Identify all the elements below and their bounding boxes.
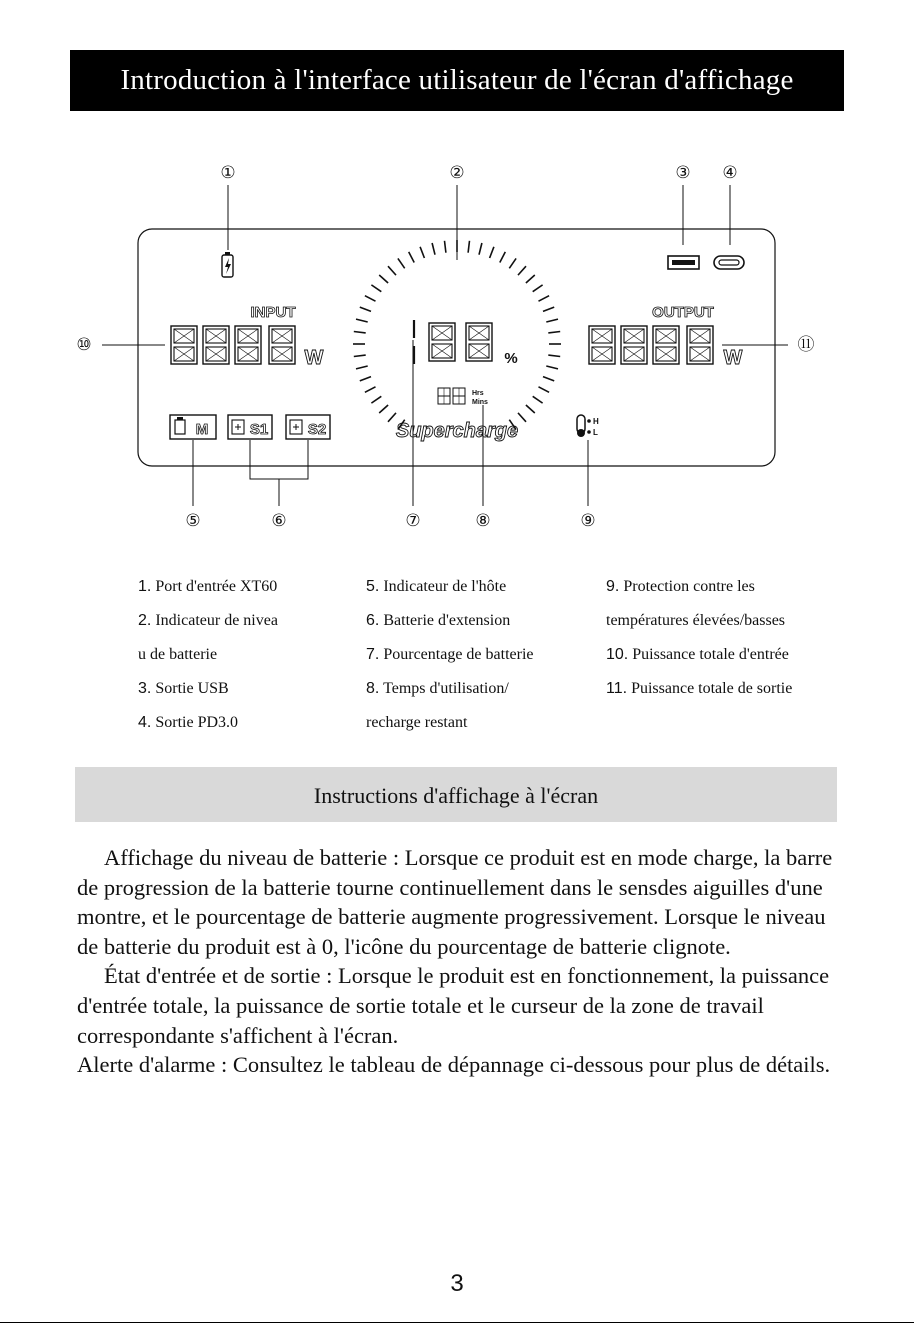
ring-tick (371, 285, 381, 292)
ring-tick (388, 266, 396, 275)
legend-item: 4. Sortie PD3.0 (138, 714, 239, 731)
legend-item: 11. Puissance totale de sortie (606, 680, 793, 697)
ring-tick (409, 252, 415, 263)
callout-4: ④ (722, 163, 738, 183)
ring-tick (398, 258, 405, 268)
input-watt-unit: W (304, 347, 324, 369)
remaining-time-digits (438, 388, 465, 404)
callout-10: ⑩ (76, 335, 92, 355)
ring-tick (548, 332, 560, 333)
ring-tick (490, 247, 494, 258)
ring-tick (543, 307, 554, 311)
ring-tick (533, 396, 543, 403)
legend-item: 9. Protection contre les (606, 578, 755, 595)
legend-column-3 (606, 570, 792, 706)
ring-tick (526, 275, 535, 283)
legend-item: 7. Pourcentage de batterie (366, 646, 534, 663)
callout-3: ③ (675, 163, 691, 183)
output-watt-unit: W (723, 347, 743, 369)
ring-tick (379, 275, 388, 283)
legend-item: 1. Port d'entrée XT60 (138, 578, 278, 595)
callout-11: ⑪ (797, 335, 815, 355)
callout-8: ⑧ (475, 511, 491, 531)
temp-high-label: H (593, 417, 599, 426)
ring-tick (420, 247, 424, 258)
ring-tick (445, 241, 446, 253)
section-heading: Instructions d'affichage à l'écran (75, 767, 837, 822)
output-label: OUTPUT (652, 304, 714, 321)
ring-tick (509, 258, 516, 268)
lcd-display-diagram (0, 150, 914, 540)
temp-low-label: L (593, 428, 598, 437)
thermometer-icon (577, 415, 591, 437)
legend-item: recharge restant (366, 714, 468, 731)
callout-5: ⑤ (185, 511, 201, 531)
legend-item: températures élevées/basses (606, 612, 786, 629)
ring-tick (500, 252, 506, 263)
callout-2: ② (449, 163, 465, 183)
ring-tick (360, 307, 371, 311)
callout-7: ⑦ (405, 511, 421, 531)
ext-s2-label: S2 (307, 421, 327, 438)
legend-item: 8. Temps d'utilisation/ (366, 680, 509, 697)
ring-tick (354, 355, 366, 356)
input-power-digits (171, 326, 295, 364)
leader-lines (102, 185, 788, 506)
brand-logo: Supercharge (395, 420, 519, 442)
legend-column-1 (138, 570, 278, 740)
usb-c-port-icon (714, 256, 744, 269)
callout-6: ⑥ (271, 511, 287, 531)
paragraph-battery-level: Affichage du niveau de batterie : Lorsque ce produit est en mode charge, la barre de progression de la batterie tourne continuellement dans le sensdes aiguilles d'une montre, et le pourcentage de batterie augmente progressivement. Lorsque le niveau de batterie du produit est à 0, l'icône du pourcentage de batterie clignote. (77, 845, 833, 959)
ring-tick (518, 266, 526, 275)
ring-tick (354, 332, 366, 333)
host-mode-label: M (195, 421, 209, 438)
ring-tick (539, 387, 550, 393)
ring-tick (479, 243, 482, 255)
legend-column-2 (366, 570, 534, 740)
ring-tick (365, 296, 376, 302)
page-number: 3 (450, 1270, 464, 1297)
usb-port-icon (668, 256, 699, 269)
ring-tick (526, 405, 535, 413)
ring-tick (379, 405, 388, 413)
bottom-rule (0, 1322, 914, 1323)
ring-tick (546, 366, 558, 369)
ring-tick (533, 285, 543, 292)
host-battery-icon (170, 415, 216, 439)
legend-item: 3. Sortie USB (138, 680, 229, 697)
percent-unit: % (504, 350, 518, 367)
ring-tick (539, 296, 550, 302)
page-title: Introduction à l'interface utilisateur de l'écran d'affichage (70, 50, 844, 111)
ring-tick (546, 319, 558, 322)
ring-tick (432, 243, 435, 255)
legend-item: u de batterie (138, 646, 218, 663)
mins-label: Mins (472, 399, 488, 406)
ring-tick (360, 377, 371, 381)
output-power-digits (589, 326, 713, 364)
paragraph-alarm: Alerte d'alarme : Consultez le tableau de dépannage ci-dessous pour plus de détails. (77, 1052, 831, 1078)
battery-percent-digits (414, 320, 492, 364)
legend-item: 2. Indicateur de nivea (138, 612, 278, 629)
input-label: INPUT (250, 304, 296, 321)
battery-charge-icon (222, 252, 233, 277)
ring-tick (548, 355, 560, 356)
legend-item: 5. Indicateur de l'hôte (366, 578, 507, 595)
ext-s1-label: S1 (249, 421, 269, 438)
callout-1: ① (220, 163, 236, 183)
ring-tick (468, 241, 469, 253)
hrs-label: Hrs (472, 390, 484, 397)
ring-tick (543, 377, 554, 381)
ring-tick (518, 413, 526, 422)
instructions-body (77, 843, 847, 1080)
legend-item: 10. Puissance totale d'entrée (606, 646, 789, 663)
battery-level-ring (353, 240, 561, 430)
ring-tick (388, 413, 396, 422)
paragraph-io-status: État d'entrée et de sortie : Lorsque le produit est en fonctionnement, la puissance d'entrée totale, la puissance de sortie totale et le curseur de la zone de travail correspondante s'affichent à l'écran. (77, 963, 830, 1048)
ring-tick (365, 387, 376, 393)
ring-tick (371, 396, 381, 403)
ring-tick (356, 319, 368, 322)
callout-9: ⑨ (580, 511, 596, 531)
legend-item: 6. Batterie d'extension (366, 612, 511, 629)
ring-tick (356, 366, 368, 369)
